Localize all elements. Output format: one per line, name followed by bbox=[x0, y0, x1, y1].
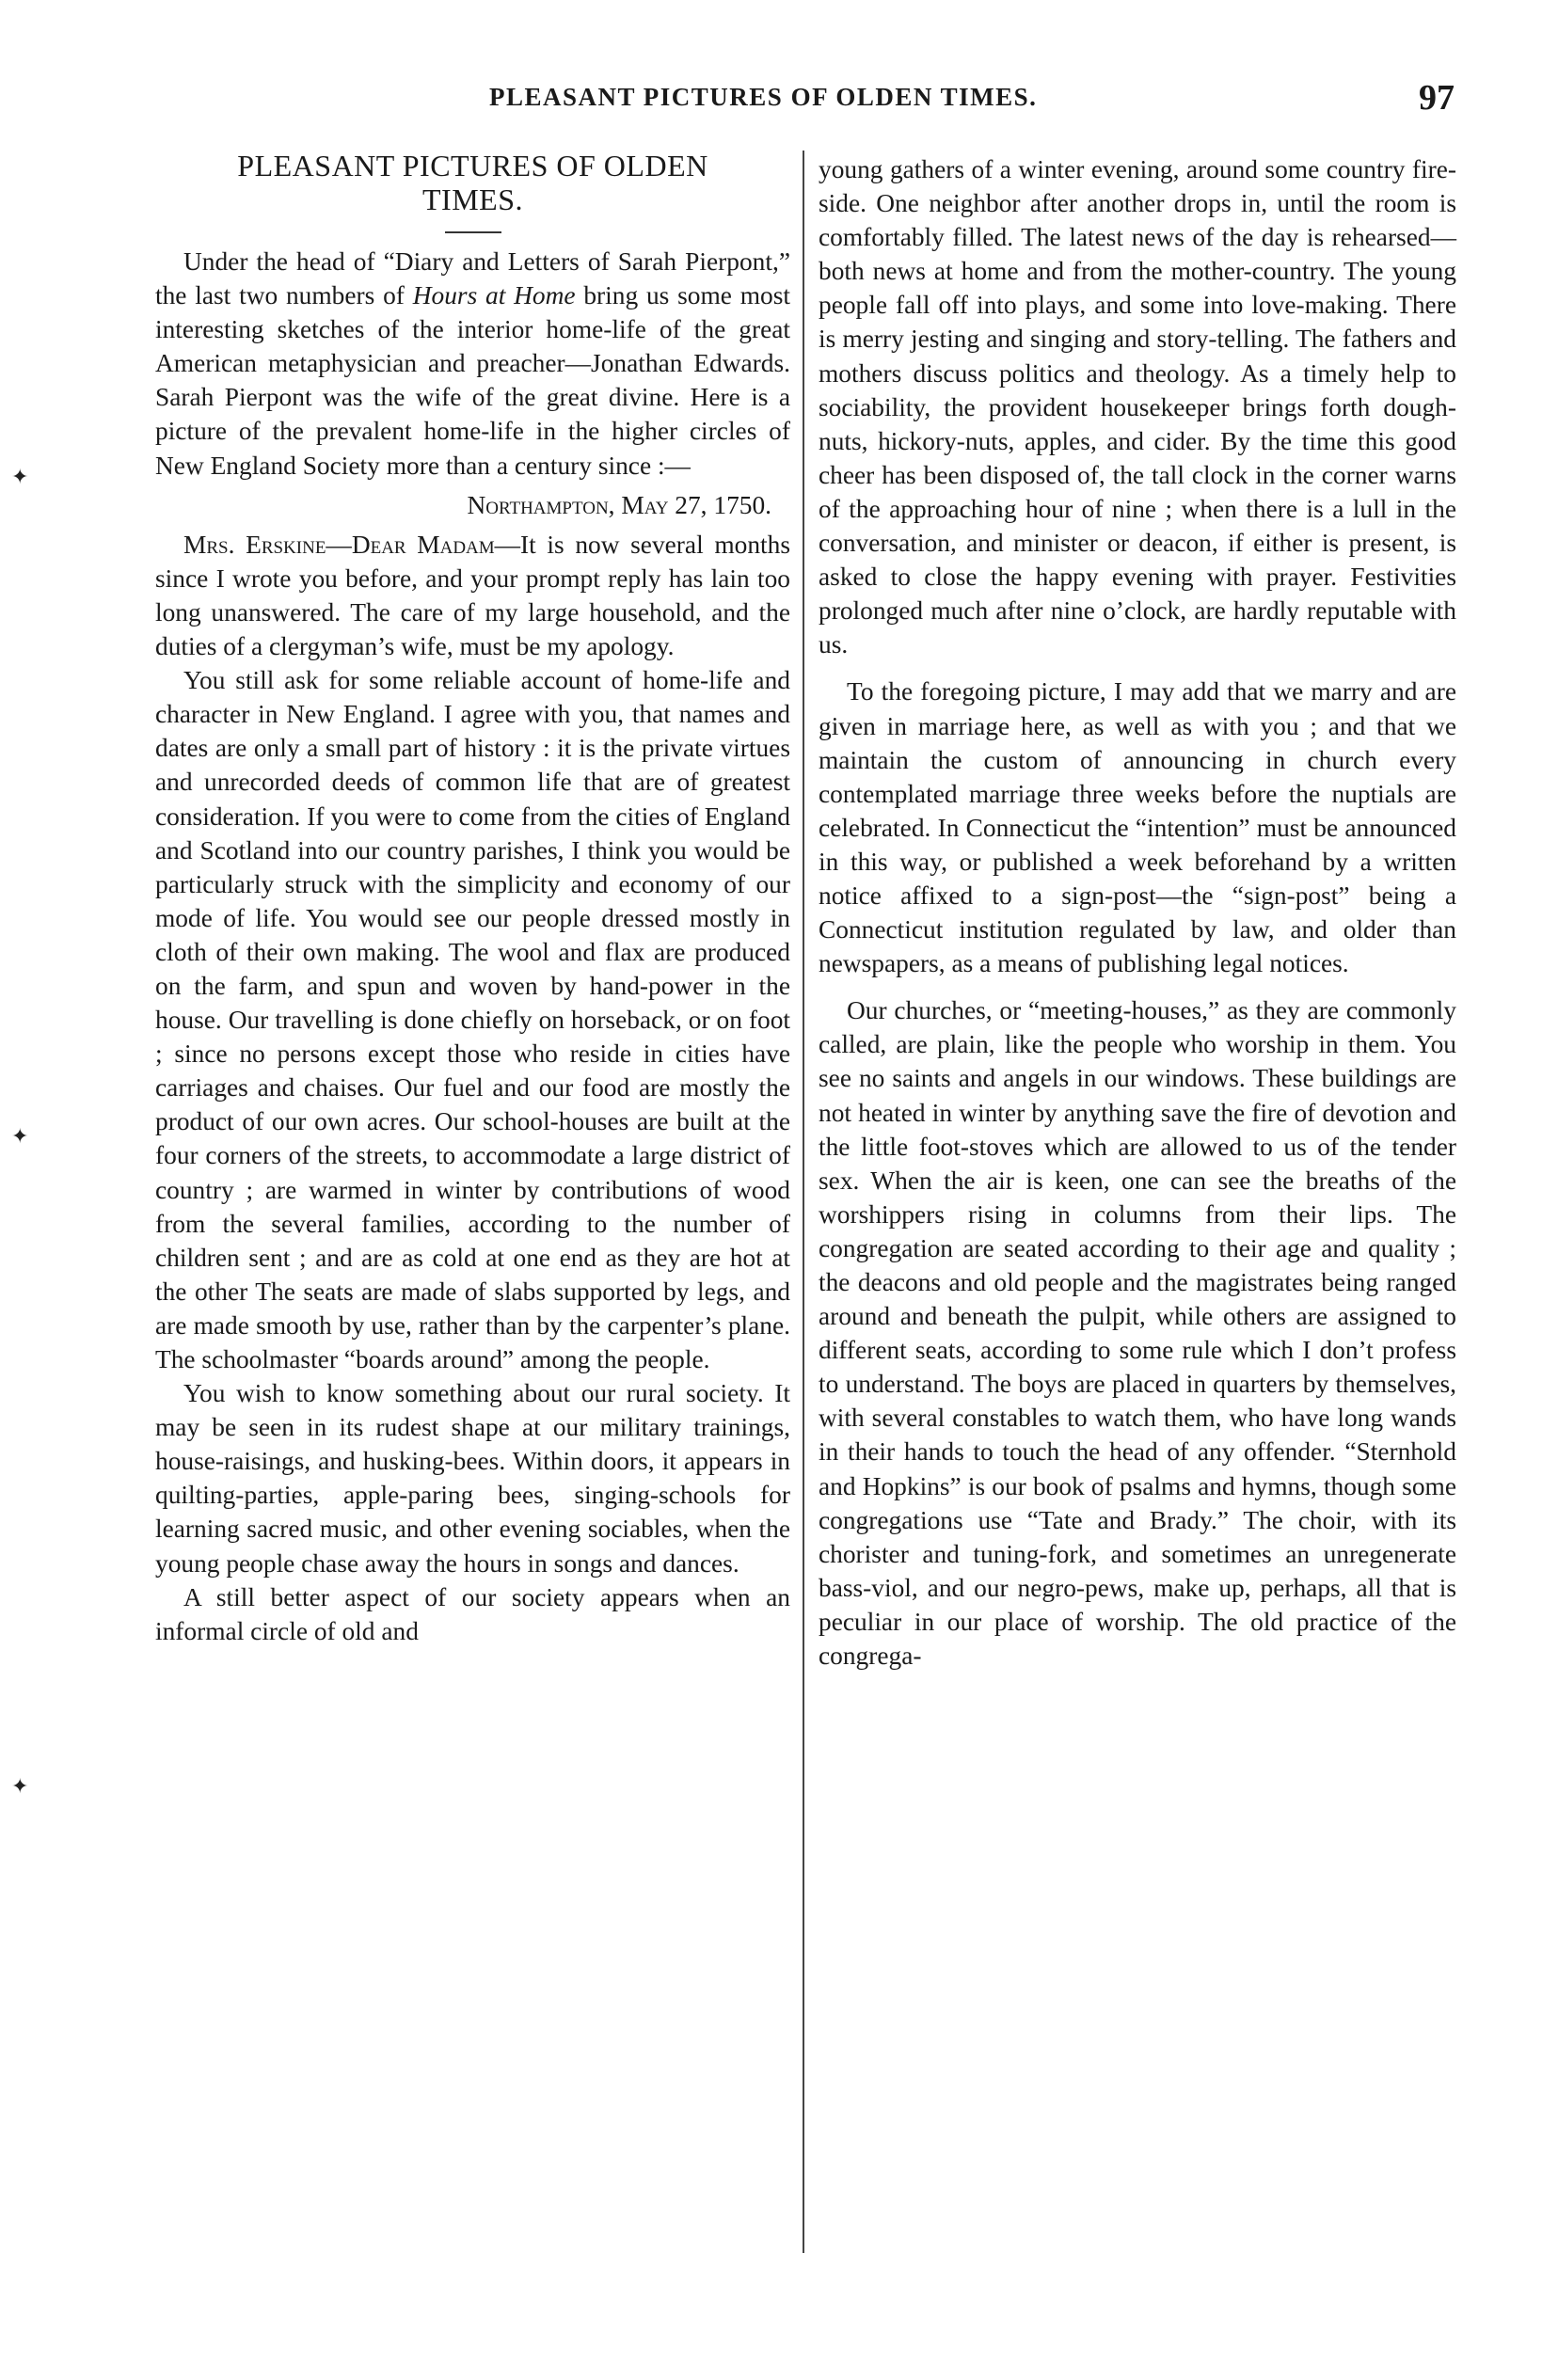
letter-paragraph-text: —It is now several months since I wrote you before, and your prompt reply has lain too long unanswered. The care of my large household, and the duties of a clergyman’s wife, must be my apology. bbox=[155, 530, 790, 661]
intro-text-before: Under the head of “Diary and Letters of Sarah Pierpont,” the last two numbers of bbox=[155, 247, 790, 310]
title-rule bbox=[445, 231, 501, 233]
letter-paragraph: Our churches, or “meeting-houses,” as they are commonly called, are plain, like the people who worship in them. You see no saints and angels in our windows. These buildings are not heated in winter by anything save the fire of devotion and the little foot-stoves which are allowed to us of the tender sex. When the air is keen, one can see the breaths of the worshippers rising in columns from their lips. The congregation are seated according to their age and quality ; the deacons and old people and the magistrates being ranged around and beneath the pulpit, while others are assigned to different seats, according to some rule which I don’t profess to understand. The boys are placed in quarters by themselves, with several constables to watch them, who have long wands in their hands to touch the head of any offender. “Sternhold and Hopkins” is our book of psalms and hymns, though some congregations use “Tate and Brady.” The choir, with its chorister and tuning-fork, and sometimes an unregenerate bass-viol, and our negro-pews, make up, perhaps, all that is peculiar in our place of worship. The old practice of the congrega- bbox=[819, 996, 1456, 1671]
margin-mark: ✦ bbox=[11, 1124, 29, 1148]
letter-paragraph-continued: young gathers of a winter evening, around some country fire-side. One neighbor after another drops in, until the room is comfortably filled. The latest news of the day is rehearsed—both news at home and from the mother-country. The young people fall off into plays, and some into love-making. There is merry jesting and singing and story-telling. The fathers and mothers discuss politics and theology. As a timely help to sociability, the provident housekeeper brings forth dough-nuts, hickory-nuts, apples, and cider. By the time this good cheer has been disposed of, the tall clock in the corner warns of the approaching hour of nine ; when there is a lull in the conversation, and minister or deacon, if either is present, is asked to close the happy evening with prayer. Festivities prolonged much after nine o’clock, are hardly reputable with us. bbox=[819, 155, 1456, 659]
margin-mark: ✦ bbox=[11, 465, 29, 488]
letter-paragraph: To the foregoing picture, I may add that we marry and are given in marriage here, as well as with you ; and that we maintain the custom of announcing in church every contemplated marriage three weeks before the nuptials are celebrated. In Connecticut the “intention” must be announced in this way, or published a week beforehand by a written notice affixed to a sign-post—the “sign-post” being a Connecticut institution regulated by law, and older than newspapers, as a means of publishing legal notices. bbox=[819, 677, 1456, 978]
letter-paragraph: A still better aspect of our society appears when an informal circle of old and bbox=[155, 1582, 790, 1645]
page-number: 97 bbox=[1419, 78, 1455, 118]
salutation: Mrs. Erskine—Dear Madam bbox=[183, 530, 495, 559]
article-title-line2: TIMES. bbox=[422, 182, 523, 216]
intro-paragraph bbox=[155, 245, 790, 483]
column-rule bbox=[803, 151, 804, 2253]
article-title-line1: PLEASANT PICTURES OF OLDEN bbox=[237, 149, 708, 182]
letter-paragraph bbox=[155, 528, 790, 663]
running-head: PLEASANT PICTURES OF OLDEN TIMES. bbox=[489, 83, 1038, 111]
intro-text-after: bring us some most interesting sketches of the interior home-life of the great American metaphysician and preacher—Jonathan Edwards. Sarah Pierpont was the wife of the great divine. Here is a picture of the prevalent home-life in the higher circles of New England Society more than a century since :— bbox=[155, 281, 790, 480]
left-column bbox=[155, 149, 790, 1648]
letter-paragraph: You still ask for some reliable account of home-life and character in New England. I agree with you, that names and dates are only a small part of history : it is the private virtues and unrecorded deeds of common life that are of greatest consideration. If you were to come from the cities of England and Scotland into our country parishes, I think you would be particularly struck with the simplicity and economy of our mode of life. You would see our people dressed mostly in cloth of their own making. The wool and flax are produced on the farm, and spun and woven by hand-power in the house. Our travelling is done chiefly on horseback, or on foot ; since no persons except those who reside in cities have carriages and chaises. Our fuel and our food are mostly the product of our own acres. Our school-houses are built at the four corners of the streets, to accommodate a large district of country ; are warmed in winter by contributions of wood from the several families, according to the number of children sent ; and are as cold at one end as they are hot at the other The seats are made of slabs supported by legs, and are made smooth by use, rather than by the carpenter’s plane. The schoolmaster “boards around” among the people. bbox=[155, 666, 790, 1373]
right-column bbox=[819, 152, 1456, 1673]
letter-paragraph: You wish to know something about our rural society. It may be seen in its rudest shape at our military trainings, house-raisings, and husking-bees. Within doors, it appears in quilting-parties, apple-paring bees, singing-schools for learning sacred music, and other evening sociables, when the young people chase away the hours in songs and dances. bbox=[155, 1379, 790, 1578]
article-title bbox=[155, 149, 790, 216]
magazine-title: Hours at Home bbox=[412, 281, 576, 310]
dateline: Northampton, May 27, 1750. bbox=[467, 490, 771, 519]
margin-mark: ✦ bbox=[11, 1774, 29, 1798]
